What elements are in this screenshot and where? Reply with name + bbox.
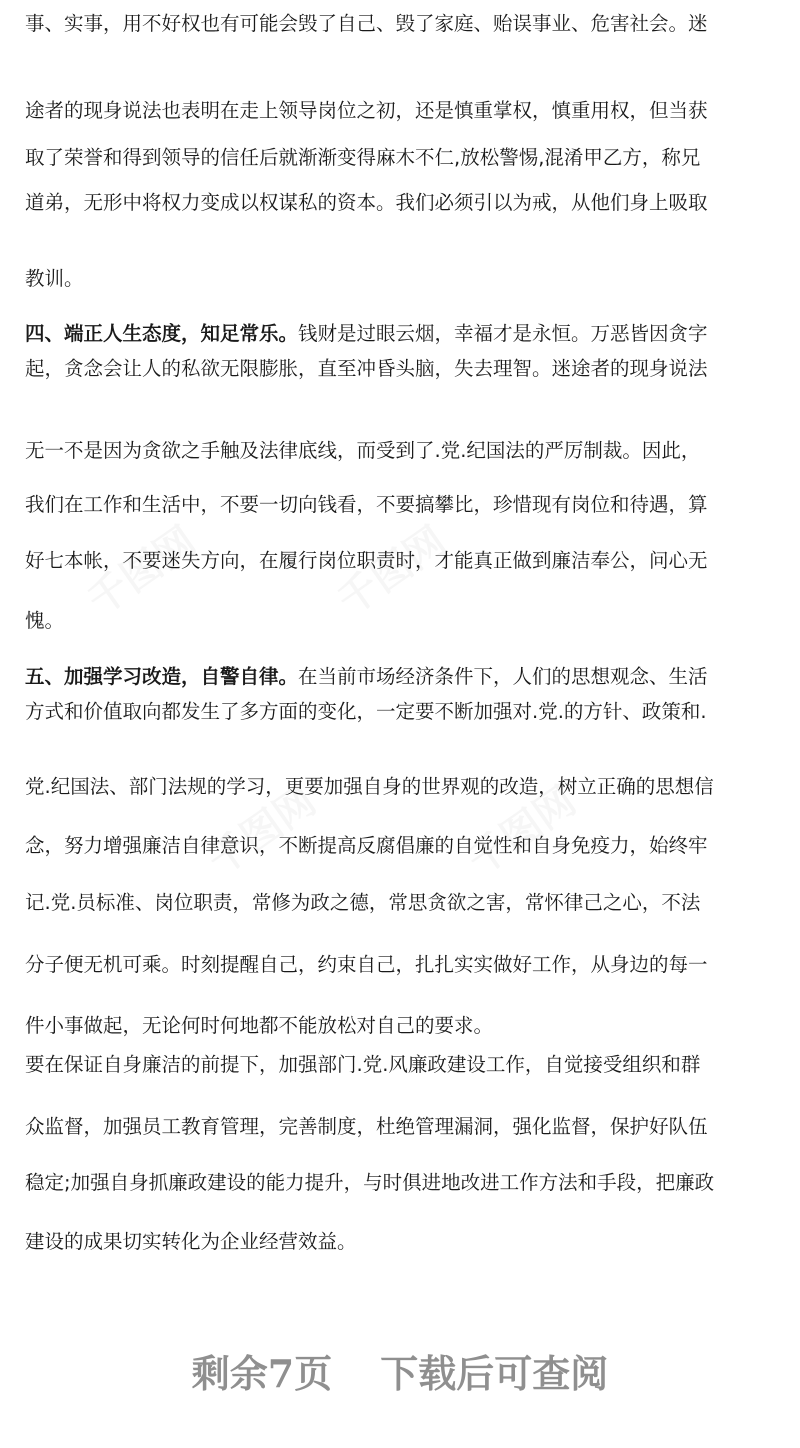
paragraph-line: 件小事做起，无论何时何地都不能放松对自己的要求。 bbox=[25, 1014, 494, 1037]
paragraph-line: 念，努力增强廉洁自律意识，不断提高反腐倡廉的自觉性和自身免疫力，始终牢 bbox=[25, 834, 708, 857]
paragraph-line: 途者的现身说法也表明在走上领导岗位之初，还是慎重掌权，慎重用权，但当获 bbox=[25, 99, 708, 122]
paragraph-line: 党.纪国法、部门法规的学习，更要加强自身的世界观的改造，树立正确的思想信 bbox=[25, 775, 714, 798]
paragraph-line: 方式和价值取向都发生了多方面的变化，一定要不断加强对.党.的方针、政策和. bbox=[25, 700, 707, 723]
paragraph-line: 要在保证自身廉洁的前提下，加强部门.党.风廉政建设工作，自觉接受组织和群 bbox=[25, 1053, 701, 1076]
section-heading: 四、端正人生态度，知足常乐。 bbox=[25, 322, 299, 345]
paragraph-line: 无一不是因为贪欲之手触及法律底线，而受到了.党.纪国法的严厉制裁。因此， bbox=[25, 439, 701, 462]
paragraph-line: 教训。 bbox=[25, 267, 84, 290]
paragraph-line: 道弟，无形中将权力变成以权谋私的资本。我们必须引以为戒，从他们身上吸取 bbox=[25, 191, 708, 214]
section-four-heading-line bbox=[25, 317, 780, 351]
paragraph-line: 我们在工作和生活中，不要一切向钱看，不要搞攀比，珍惜现有岗位和待遇，算 bbox=[25, 493, 708, 516]
download-prompt[interactable] bbox=[0, 1346, 800, 1402]
paragraph-text: 钱财是过眼云烟，幸福才是永恒。万恶皆因贪字 bbox=[298, 322, 708, 345]
paragraph-line: 事、实事，用不好权也有可能会毁了自己、毁了家庭、贻误事业、危害社会。迷 bbox=[25, 12, 708, 35]
paragraph-line: 分子便无机可乘。时刻提醒自己，约束自己，扎扎实实做好工作，从身边的每一 bbox=[25, 953, 708, 976]
paragraph-line: 起，贪念会让人的私欲无限膨胀，直至冲昏头脑，失去理智。迷途者的现身说法 bbox=[25, 357, 708, 380]
paragraph-line: 愧。 bbox=[25, 609, 65, 632]
paragraph-line: 建设的成果切实转化为企业经营效益。 bbox=[25, 1230, 357, 1253]
paragraph-text: 在当前市场经济条件下，人们的思想观念、生活 bbox=[298, 665, 708, 688]
section-five-heading-line bbox=[25, 660, 780, 694]
paragraph-line: 记.党.员标准、岗位职责，常修为政之德，常思贪欲之害，常怀律己之心，不法 bbox=[25, 891, 701, 914]
paragraph-line: 稳定;加强自身抓廉政建设的能力提升，与时俱进地改进工作方法和手段，把廉政 bbox=[25, 1171, 715, 1194]
section-heading: 五、加强学习改造，自警自律。 bbox=[25, 665, 299, 688]
paragraph-line: 好七本帐，不要迷失方向，在履行岗位职责时，才能真正做到廉洁奉公，问心无 bbox=[25, 549, 708, 572]
paragraph-line: 取了荣誉和得到领导的信任后就渐渐变得麻木不仁,放松警惕,混淆甲乙方，称兄 bbox=[25, 146, 701, 169]
remaining-pages-text: 剩余7页 bbox=[191, 1351, 333, 1396]
paragraph-line: 众监督，加强员工教育管理，完善制度，杜绝管理漏洞，强化监督，保护好队伍 bbox=[25, 1115, 708, 1138]
download-to-view-text[interactable]: 下载后可查阅 bbox=[380, 1351, 609, 1396]
